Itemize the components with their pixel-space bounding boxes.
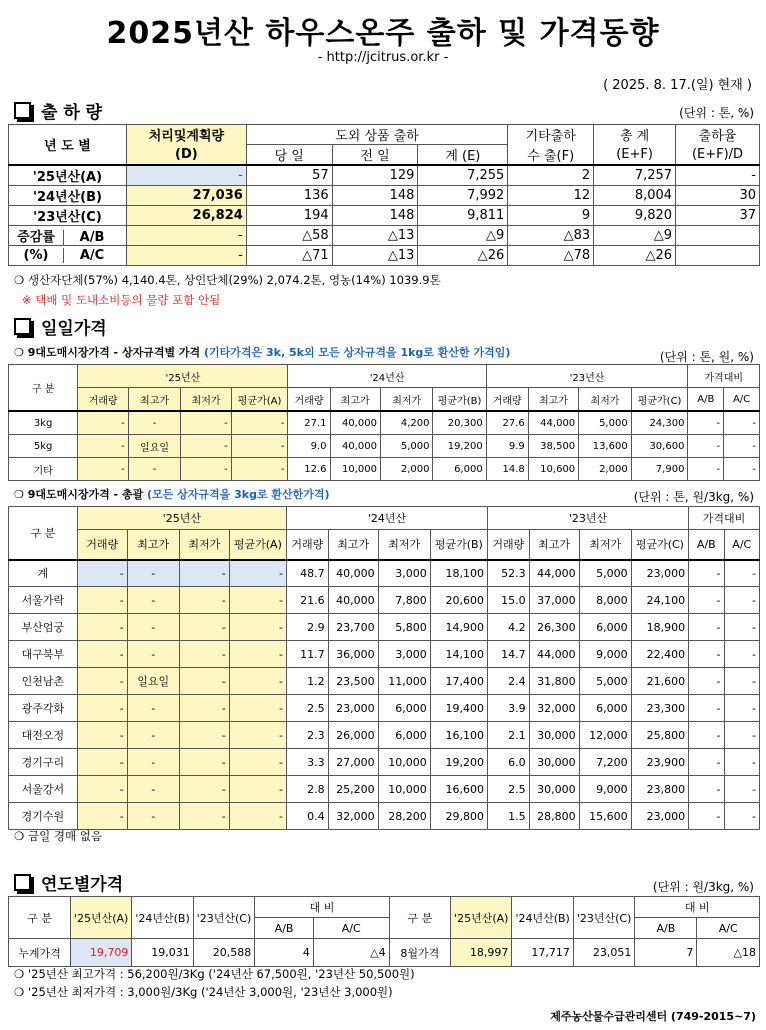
table-row: 기타 - - - - 12.6 10,000 2,000 6,000 14.8 10,600 2,000 7,900 - -	[9, 458, 760, 481]
shipment-warning: ※ 택배 및 도내소비등의 물량 포함 안됨	[22, 293, 221, 307]
yearly-unit: (단위 : 원/3kg, %)	[652, 880, 754, 894]
header-total: 계 (E)	[418, 145, 508, 166]
table-row: '23년산(C) 26,824 194 148 9,811 9 9,820 37	[9, 206, 760, 226]
header-sum-sub: (E+F)	[594, 145, 676, 166]
table-row: 부산엄궁 - - - - 2.9 23,700 5,800 14,900 4.2 26,300 6,000 18,900 - -	[9, 614, 760, 641]
header-rate-sub: (E+F)/D	[676, 145, 760, 166]
yearly-section-title: 연도별가격	[14, 870, 123, 895]
header-plan: 처리및계획량	[126, 125, 246, 145]
page-title: 2025년산 하우스온주 출하 및 가격동향	[106, 16, 660, 51]
yearly-note-max: ❍ '25년산 최고가격 : 56,200원/3Kg ('24년산 67,500원, '23년산 50,500원)	[14, 967, 415, 981]
report-date: ( 2025. 8. 17.(일) 현재 )	[603, 78, 752, 93]
table-row: 인천남촌 - 일요일 - - 1.2 23,500 11,000 17,400 2.4 31,800 5,000 21,600 - -	[9, 668, 760, 695]
table-row: 경기구리 - - - - 3.3 27,000 10,000 19,200 6.0 30,000 7,200 23,900 - -	[9, 749, 760, 776]
market-price-table: 구 분 '25년산 '24년산 '23년산 가격대비 거래량 최고가 최저가 평균가(A) 거래량 최고가 최저가 평균가(B) 거래량 최고가 최저가 평균가(C) A/B A/C 계 - - - - 48.7 40,000 3,000 18,100 52.3 44,000 5,000 23,000 - - 서울가락 - - - - 21.6 40,000 7,800 20,600 15.0 37,000 8,000 24,100 - - 부산엄궁 - - - - 2.9 23,700 5,800 14,900 4.2 26,300 6,000 18,900 - - 대구북부 - - - - 11.7 36,000 3,000 14,100 14.7 44,000 9,000 22,400 - - 인천남촌 - 일요일 - - 1.2 23,500 11,000 17,400 2.4 31,800 5,000 21,600 - - 광주각화 - - - - 2.5 23,000 6,000 19,400 3.9 32,000 6,000 23,300 - - 대전오정 - - - - 2.3 26,000 6,000 16,100 2.1 30,000 12,000 25,800 - - 경기구리 - - - - 3.3 27,000 10,000 19,200 6.0 30,000 7,200 23,900 - - 서울강서 - - - - 2.8 25,200 10,000 16,600 2.5 30,000 9,000 23,800 - - 경기수원 - - - - 0.4 32,000 28,200 29,800 1.5 28,800 15,600 23,000 - -	[8, 506, 760, 830]
shipment-section-title: 출 하 량	[14, 98, 102, 123]
square-bullet-icon	[14, 874, 31, 891]
table-row: '24년산(B) 27,036 136 148 7,992 12 8,004 30	[9, 186, 760, 206]
daily-sub2: ❍ 9대도매시장가격 - 총괄 (모든 상자규격을 3kg로 환산한가격)	[14, 488, 330, 501]
header-sum: 총 계	[594, 125, 676, 145]
daily-unit1: (단위 : 톤, 원, %)	[659, 350, 754, 364]
header-plan-sub: (D)	[126, 145, 246, 166]
table-row: (%) A/C - △71 △13 △26 △78 △26	[9, 246, 760, 266]
daily-unit2: (단위 : 톤, 원/3kg, %)	[633, 490, 754, 504]
table-row: 증감률 A/B - △58 △13 △9 △83 △9	[9, 226, 760, 246]
table-row: 누계가격 19,709 19,031 20,588 4 △4 8월가격 18,997 17,717 23,051 7 △18	[9, 939, 760, 967]
table-row: 서울가락 - - - - 21.6 40,000 7,800 20,600 15.0 37,000 8,000 24,100 - -	[9, 587, 760, 614]
header-other: 기타출하	[508, 125, 594, 145]
daily-note: ❍ 금일 경매 없음	[14, 829, 102, 843]
table-row: 대구북부 - - - - 11.7 36,000 3,000 14,100 14.7 44,000 9,000 22,400 - -	[9, 641, 760, 668]
daily-section-title: 일일가격	[14, 314, 107, 339]
table-row: 경기수원 - - - - 0.4 32,000 28,200 29,800 1.5 28,800 15,600 23,000 - -	[9, 803, 760, 830]
table-row: 서울강서 - - - - 2.8 25,200 10,000 16,600 2.5 30,000 9,000 23,800 - -	[9, 776, 760, 803]
yearly-note-min: ❍ '25년산 최저가격 : 3,000원/3Kg ('24년산 3,000원, '23년산 3,000원)	[14, 985, 393, 999]
table-row: 광주각화 - - - - 2.5 23,000 6,000 19,400 3.9 32,000 6,000 23,300 - -	[9, 695, 760, 722]
square-bullet-icon	[14, 102, 31, 119]
square-bullet-icon	[14, 318, 31, 335]
header-prev: 전 일	[332, 145, 418, 166]
shipment-table	[8, 124, 760, 266]
header-outside: 도외 상품 출하	[246, 125, 507, 145]
daily-sub1: ❍ 9대도매시장가격 - 상자규격별 가격 (기타가격은 3k, 5k외 모든 상자규격을 1kg로 환산한 가격임)	[14, 346, 511, 359]
spec-price-table: 구 분 '25년산 '24년산 '23년산 가격대비 거래량 최고가 최저가 평균가(A) 거래량 최고가 최저가 평균가(B) 거래량 최고가 최저가 평균가(C) A/B A/C 3kg - - - - 27.1 40,000 4,200 20,300 27.6 44,000 5,000 24,300 - - 5kg - 일요일 - - 9.0 40,000 5,000 19,200 9.9 38,500 13,600 30,600 - - 기타 - - - - 12.6 10,000 2,000 6,000 14.8 10,600 2,000 7,900 - -	[8, 364, 760, 481]
shipment-note: ❍ 생산자단체(57%) 4,140.4톤, 상인단체(29%) 2,074.2톤, 영농(14%) 1039.9톤	[14, 273, 441, 287]
table-row: 대전오정 - - - - 2.3 26,000 6,000 16,100 2.1 30,000 12,000 25,800 - -	[9, 722, 760, 749]
site-url[interactable]: - http://jcitrus.or.kr -	[317, 50, 449, 65]
header-year: 년 도 별	[9, 125, 127, 166]
header-rate: 출하율	[676, 125, 760, 145]
yearly-price-table: 구 분 '25년산(A) '24년산(B) '23년산(C) 대 비 구 분 '25년산(A) '24년산(B) '23년산(C) 대 비 A/B A/C A/B A/C 누계가격 19,709 19,031 20,588 4 △4 8월가격 18,997 17,717 23,051 7 △18	[8, 896, 760, 967]
table-row: 5kg - 일요일 - - 9.0 40,000 5,000 19,200 9.9 38,500 13,600 30,600 - -	[9, 435, 760, 458]
header-today: 당 일	[246, 145, 332, 166]
footer-source: 제주농산물수급관리센터 (749-2015~7)	[550, 1010, 756, 1023]
shipment-unit: (단위 : 톤, %)	[679, 106, 754, 120]
table-row: 3kg - - - - 27.1 40,000 4,200 20,300 27.6 44,000 5,000 24,300 - -	[9, 411, 760, 435]
header-other-sub: 수 출(F)	[508, 145, 594, 166]
table-row: '25년산(A) - 57 129 7,255 2 7,257 -	[9, 165, 760, 186]
table-row: 계 - - - - 48.7 40,000 3,000 18,100 52.3 44,000 5,000 23,000 - -	[9, 560, 760, 587]
